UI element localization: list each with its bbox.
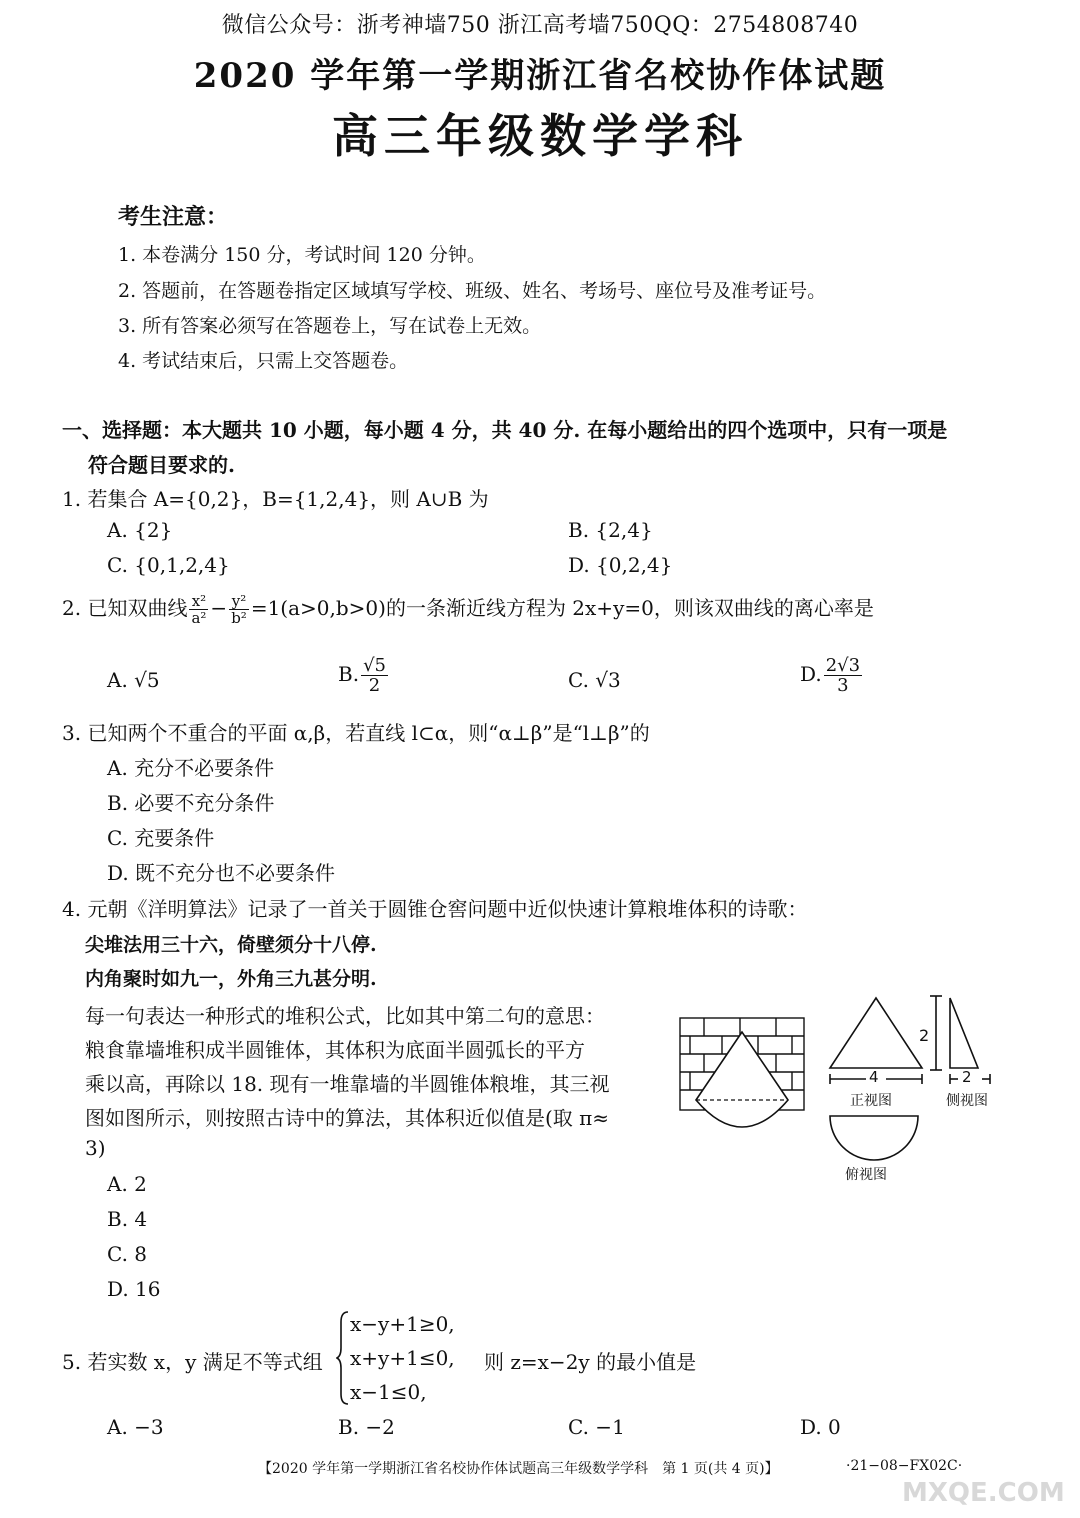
q2-fraction-x [189, 593, 208, 626]
poem-line: 尖堆法用三十六，倚壁须分十八停. [85, 934, 377, 956]
q2-option-c: C. √3 [568, 668, 621, 692]
q2-stem-post: =1(a>0,b>0)的一条渐近线方程为 2x+y=0，则该双曲线的离心率是 [250, 596, 874, 620]
q4-paragraph-line: 乘以高，再除以 18. 现有一堆靠墙的半圆锥体粮堆，其三视 [85, 1072, 610, 1096]
q2-option-a: A. √5 [107, 668, 160, 692]
footer-code: ·21−08−FX02C· [846, 1458, 963, 1474]
notice-item: 1. 本卷满分 150 分，考试时间 120 分钟。 [118, 244, 486, 266]
side-view-label: 侧视图 [946, 1093, 988, 1109]
dim-height-label: 2 [919, 1026, 930, 1045]
inequality-line: x−y+1≥0, [350, 1312, 455, 1336]
question-1-stem: 1. 若集合 A={0,2}，B={1,2,4}，则 A∪B 为 [62, 487, 489, 511]
header-note: 微信公众号：浙考神墙750 浙江高考墙750QQ：2754808740 [221, 13, 859, 38]
q2-option-b [338, 656, 390, 695]
q1-option-c: C. {0,1,2,4} [107, 553, 230, 577]
q1-option-d: D. {0,2,4} [568, 553, 673, 577]
q2-frac1-num: x² [189, 593, 208, 610]
inequality-line: x−1≤0, [350, 1380, 427, 1404]
q3-option-b: B. 必要不充分条件 [107, 791, 275, 815]
q2-frac1-den: a² [191, 609, 207, 627]
q4-paragraph-line: 每一句表达一种形式的堆积公式，比如其中第二句的意思： [85, 1004, 605, 1028]
page-footer: 【2020 学年第一学期浙江省名校协作体试题高三年级数学学科 第 1 页(共 4 页)】 [258, 1461, 779, 1477]
q5-option-a: A. −3 [107, 1415, 164, 1439]
q4-paragraph-line: 图如图所示，则按照古诗中的算法，其体积近似值是(取 π≈ [85, 1106, 610, 1130]
q4-option-a: A. 2 [107, 1172, 147, 1196]
question-2-stem [62, 592, 874, 626]
subject-title: 高三年级数学学科 [332, 109, 748, 163]
q2-minus: − [210, 596, 228, 620]
q2-option-d-label: D. [800, 662, 822, 686]
q1-option-a: A. {2} [107, 518, 173, 542]
q2-option-d-fraction [824, 656, 862, 695]
q3-option-c: C. 充要条件 [107, 826, 215, 850]
question-5-stem-post: 则 z=x−2y 的最小值是 [484, 1350, 697, 1374]
exam-title: 2020 学年第一学期浙江省名校协作体试题 [193, 56, 887, 96]
q2-frac2-den: b² [231, 609, 247, 627]
q5-option-b: B. −2 [338, 1415, 395, 1439]
question-3-stem: 3. 已知两个不重合的平面 α,β，若直线 l⊂α，则“α⊥β”是“l⊥β”的 [62, 721, 650, 745]
q5-option-c: C. −1 [568, 1415, 625, 1439]
system-brace [336, 1310, 350, 1406]
dim-width-label: 4 [869, 1068, 879, 1086]
poem-line: 内角聚时如九一，外角三九甚分明. [85, 968, 377, 990]
q3-option-d: D. 既不充分也不必要条件 [107, 861, 336, 885]
q2-option-b-fraction [361, 656, 388, 695]
q4-paragraph-line: 3) [85, 1136, 106, 1160]
dim-side-label: 2 [962, 1068, 972, 1086]
section-heading-cont: 符合题目要求的. [88, 453, 235, 477]
q2-fraction-y [229, 593, 249, 626]
grain-pile-wall-illustration [678, 1014, 808, 1136]
section-heading: 一、选择题：本大题共 10 小题，每小题 4 分，共 40 分. 在每小题给出的四个选项中，只有一项是 [62, 418, 948, 442]
q5-option-d: D. 0 [800, 1415, 841, 1439]
q4-option-d: D. 16 [107, 1277, 161, 1301]
q4-option-b: B. 4 [107, 1207, 148, 1231]
q2-optD-num: 2√3 [825, 655, 861, 676]
watermark: MXQE.COM [902, 1478, 1065, 1508]
q2-option-d [800, 656, 864, 695]
question-5-stem: 5. 若实数 x，y 满足不等式组 [62, 1350, 323, 1374]
q2-optD-den: 3 [837, 675, 849, 696]
q4-option-c: C. 8 [107, 1242, 148, 1266]
notice-item: 4. 考试结束后，只需上交答题卷。 [118, 350, 409, 372]
q3-option-a: A. 充分不必要条件 [107, 756, 275, 780]
question-4-stem: 4. 元朝《洋明算法》记录了一首关于圆锥仓窖问题中近似快速计算粮堆体积的诗歌： [62, 897, 808, 921]
notice-title: 考生注意： [118, 204, 229, 230]
q2-option-b-label: B. [338, 662, 360, 686]
front-view-label: 正视图 [850, 1093, 892, 1109]
top-view-label: 俯视图 [845, 1167, 887, 1183]
notice-item: 3. 所有答案必须写在答题卷上，写在试卷上无效。 [118, 315, 542, 337]
q2-optB-den: 2 [368, 675, 381, 696]
q2-stem-pre: 2. 已知双曲线 [62, 596, 188, 620]
notice-item: 2. 答题前，在答题卷指定区域填写学校、班级、姓名、考场号、座位号及准考证号。 [118, 280, 827, 302]
inequality-line: x+y+1≤0, [350, 1346, 455, 1370]
q2-frac2-num: y² [229, 593, 249, 610]
top-view-semicircle [826, 1112, 922, 1164]
q1-option-b: B. {2,4} [568, 518, 653, 542]
q2-optB-num: √5 [363, 655, 386, 676]
q4-paragraph-line: 粮食靠墙堆积成半圆锥体，其体积为底面半圆弧长的平方 [85, 1038, 585, 1062]
